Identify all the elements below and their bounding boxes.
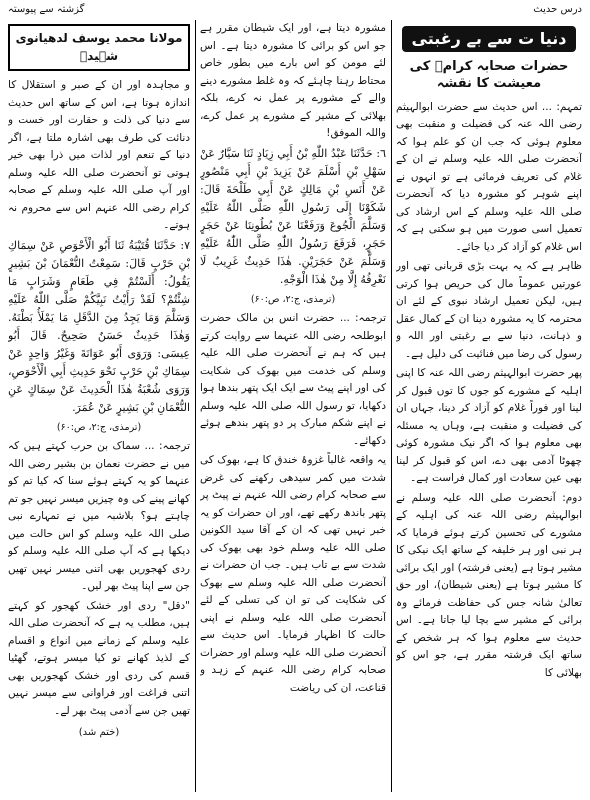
header-section-label: درس حدیث bbox=[533, 4, 582, 15]
page-header bbox=[8, 4, 582, 20]
hadith-citation: (ترمذی، ج:۲، ص:۶۰) bbox=[250, 293, 336, 305]
body-paragraph: پھر حضرت ابوالہیثم رضی اللہ عنہ کا اپنی اہلیہ کے مشورے کو جوں کا توں قبول کر لینا اور فوراً غلام کو آزاد کر دینا، جہاں ان کی فضیلت و منقبت ہے، وہاں یہ مسئلہ بھی معلوم ہوا کہ اگر نیک مشورہ کوئی چھوٹا آدمی بھی دے، اس کو قبول کر لینا بھی عین سعادت اور کمال فراست ہے۔ bbox=[396, 367, 582, 484]
hadith-arabic-text: ٧: حَدَّثَنَا قُتَيْبَةُ ثَنَا أَبُو الْأَحْوَصِ عَنْ سِمَاكِ بْنِ حَرْبٍ قَالَ: سَمِعْتُ النُّعْمَانَ بْنَ بَشِيرٍ يَقُولُ: أَلَسْتُمْ فِي طَعَامٍ وَشَرَابٍ مَا شِئْتُمْ؟ لَقَدْ رَأَيْتُ نَبِيَّكُمْ صَلَّى اللّٰهُ عَلَيْهِ وَسَلَّمَ وَمَا يَجِدُ مِنَ الدَّقَلِ مَا يَمْلَأُ بَطْنَهُ. وَهٰذَا حَدِيثٌ حَسَنٌ صَحِيحٌ. قَالَ أَبُو عِيسَى: وَرَوَى أَبُو عَوَانَةَ وَغَيْرُ وَاحِدٍ عَنْ سِمَاكِ بْنِ حَرْبٍ نَحْوَ حَدِيثِ أَبِي الْأَحْوَصِ، وَرَوَى شُعْبَةُ هٰذَا الْحَدِيثَ عَنْ سِمَاكٍ عَنِ النُّعْمَانِ بْنِ بَشِيرٍ عَنْ عُمَرَ. bbox=[8, 238, 190, 414]
hadith-arabic-text: ٦: حَدَّثَنَا عَبْدُ اللّٰهِ بْنُ أَبِي زِيَادٍ ثَنَا سَيَّارٌ عَنْ سَهْلِ بْنِ أَسْلَمَ عَنْ يَزِيدَ بْنِ أَبِي مَنْصُورٍ عَنْ أَنَسِ بْنِ مَالِكٍ عَنْ أَبِي طَلْحَةَ قَالَ: شَكَوْنَا إِلَى رَسُولِ اللّٰهِ صَلَّى اللّٰهُ عَلَيْهِ وَسَلَّمَ الْجُوعَ وَرَفَعْنَا عَنْ بُطُونِنَا عَنْ حَجَرٍ حَجَرٍ، فَرَفَعَ رَسُولُ اللّٰهِ صَلَّى اللّٰهُ عَلَيْهِ وَسَلَّمَ عَنْ حَجَرَيْنِ. هٰذَا حَدِيثٌ غَرِيبٌ لَا نَعْرِفُهُ إِلَّا مِنْ هٰذَا الْوَجْهِ. bbox=[200, 146, 386, 286]
body-paragraph: دوم: آنحضرت صلی اللہ علیہ وسلم نے ابوالہیثم رضی اللہ عنہ کی اہلیہ کے مشورے کی تحسین کرتے ہوئے فرمایا کہ ہر نبی اور ہر خلیفہ کے ساتھ ایک نیکی کا مشیر ہوتا ہے (یعنی فرشتہ) اور ایک برائی کا مشیر ہوتا ہے (یعنی شیطان)، اور حق تعالیٰ شانہ جس کی حفاظت فرمائے وہ برائی کے مشیر سے بچا لیا جاتا ہے۔ اس حدیث سے معلوم ہوا کہ ہر شخص کے ساتھ ایک فرشتہ مقرر ہے، جو اس کو بھلائی کا bbox=[396, 491, 582, 679]
header-continued-label: گزشتہ سے پیوستہ bbox=[8, 4, 85, 15]
left-column bbox=[8, 20, 190, 792]
article-subheading: حضرات صحابہ کرامؓ کی معیشت کا نقشہ bbox=[409, 58, 569, 91]
body-paragraph: ظاہر ہے کہ یہ بہت بڑی قربانی تھی اور عورتیں عموماً مال کی حریص ہوا کرتی ہیں، لیکن تعمیل ارشاد نبوی کے لئے ان محترمہ کا یہ مشورہ دینا ان کے کمال عقل و ذہانت، دنیا سے بے رغبتی اور اللہ و رسول کی رضا میں فنائیت کی دلیل ہے۔ bbox=[396, 260, 582, 360]
column-divider bbox=[195, 20, 196, 792]
article-banner: دنیا ت سے بے رغبتی bbox=[402, 26, 576, 52]
hadith-citation: (ترمذی، ج:۲، ص:۶۰) bbox=[56, 421, 142, 433]
end-marker: (ختم شد) bbox=[78, 727, 120, 738]
translation-paragraph: ترجمہ: ... حضرت انس بن مالک حضرت ابوطلحہ رضی اللہ عنہما سے روایت کرتے ہیں کہ ہم نے آنحضرت صلی اللہ علیہ وسلم کی خدمت میں بھوک کی شکایت کی اور اپنے پیٹ سے ایک ایک پتھر بندھا ہوا دکھایا، تو رسول اللہ صلی اللہ علیہ وسلم نے اپنے شکم مبارک پر دو پتھر بندھے ہوئے دکھائے۔ bbox=[200, 312, 386, 447]
author-byline: مولانا محمد یوسف لدھیانوی شہیدؒ bbox=[8, 24, 190, 71]
translation-paragraph: ترجمہ: ... سماک بن حرب کہتے ہیں کہ میں نے حضرت نعمان بن بشیر رضی اللہ عنہما کو یہ کہتے ہوئے سنا کہ کیا تم کو کھانے پینے کی وہ چیزیں میسر نہیں جو تم چاہتے ہو؟ بلاشبہ میں نے تمہارے نبی صلی اللہ علیہ وسلم کو اس حالت میں دیکھا ہے کہ آپ صلی اللہ علیہ وسلم کو ردی کھجوریں بھی اتنی میسر نہیں تھیں جن سے اپنا پیٹ بھر لیں۔ bbox=[8, 440, 190, 592]
body-paragraph: و مجاہدہ اور ان کے صبر و استقلال کا اندازہ ہوتا ہے، اس کے ساتھ اس حدیث سے دنیا کی ذلت و حقارت اور خست و دنائت کی طرف بھی اشارہ ملتا ہے، اگر دنیا کے تنعم اور لذات میں ذرا بھی خیر ہوتی تو آنحضرت صلی اللہ علیہ وسلم اور آپ صلی اللہ علیہ وسلم کے صحابہ کرام رضی اللہ عنہم اس سے محروم نہ ہوتے۔ bbox=[8, 79, 190, 231]
body-paragraph: مشورہ دیتا ہے، اور ایک شیطان مقرر ہے جو اس کو برائی کا مشورہ دیتا ہے۔ اس لئے مومن کو اس بارے میں بطور خاص محتاط رہنا چاہئے کہ وہ غلط مشورے دینے والے کے مشورے پر عمل نہ کرے، بلکہ بھلائی کے مشیر کے مشورے پر عمل کرے، واللہ الموفق! bbox=[200, 22, 386, 139]
middle-column bbox=[200, 20, 386, 792]
translation-paragraph: یہ واقعہ غالباً غزوۂ خندق کا ہے، بھوک کی شدت میں کمر سیدھی رکھنے کی غرض سے صحابہ کرام رضی اللہ عنہم نے پیٹ پر پتھر باندھ رکھے تھے، اور ان حضرات کو یہ خبر نہیں تھی کہ ان کے آقا سید الکونین صلی اللہ علیہ وسلم خود بھی بھوک کی شدت سے بے تاب ہیں۔ جب ان حضرات نے آنحضرت صلی اللہ علیہ وسلم سے بھوک کی شکایت کی تو ان کی تسلی کے لئے آنحضرت صلی اللہ علیہ وسلم نے اپنی حالت کا اظہار فرمایا۔ اس حدیث سے آنحضرت صلی اللہ علیہ وسلم اور حضرات صحابہ کرام رضی اللہ عنہم کے زہد و قناعت، ان کی ریاضت bbox=[200, 454, 386, 694]
body-paragraph: تمہم: ... اس حدیث سے حضرت ابوالہیثم رضی اللہ عنہ کی فضیلت و منقبت بھی معلوم ہوئی کہ جب ان کو علم ہوا کہ آنحضرت صلی اللہ علیہ وسلم نے ان کے غلام کی تعریف فرمائی ہے تو انہوں نے اپنے شوہر کو مشورہ دیا کہ آنحضرت صلی اللہ علیہ وسلم کے اس ارشاد کی تعمیل اسی صورت میں ہو سکتی ہے کہ اس غلام کو آزاد کر دیا جائے۔ bbox=[396, 100, 582, 253]
column-divider bbox=[391, 20, 392, 792]
right-column bbox=[396, 20, 582, 792]
translation-paragraph: "دقل" ردی اور خشک کھجور کو کہتے ہیں، مطلب یہ ہے کہ آنحضرت صلی اللہ علیہ وسلم کے زمانے میں انواع و اقسام کے لذیذ کھانے تو کیا میسر ہوتے، گھٹیا قسم کی ردی اور خشک کھجوریں بھی اتنی فراغت اور فراوانی سے میسر نہیں تھیں جن سے آدمی پیٹ بھر لے۔ bbox=[8, 599, 190, 717]
